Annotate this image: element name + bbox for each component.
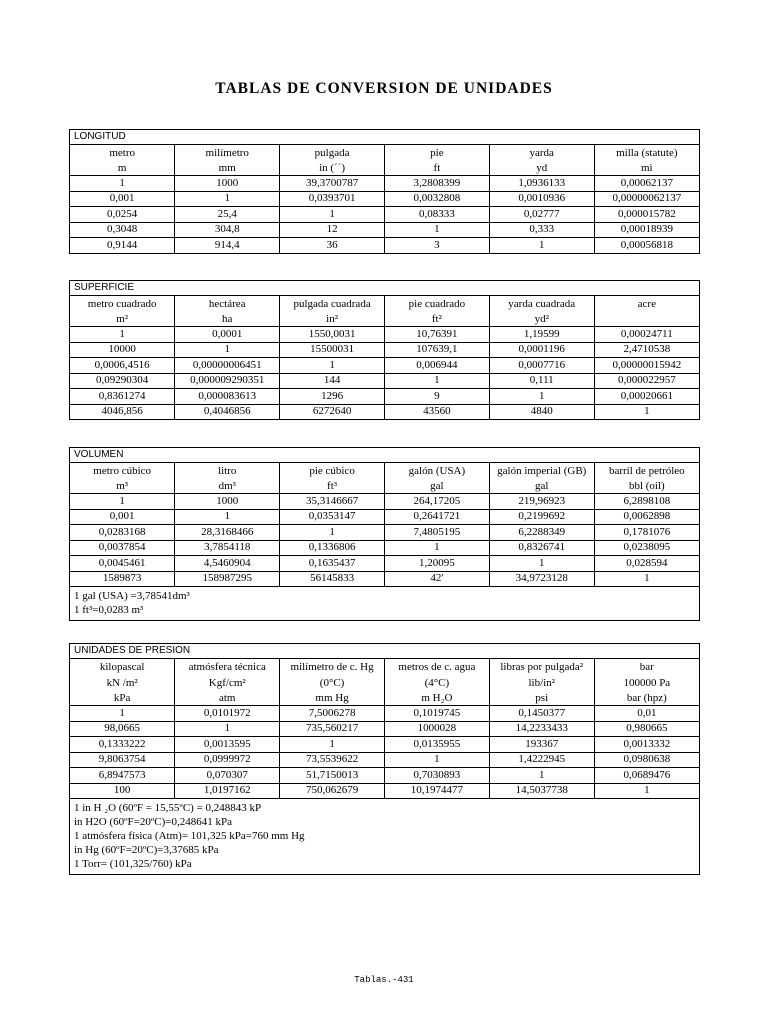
table-cell: 1 xyxy=(175,191,280,207)
table-cell: 107639,1 xyxy=(384,342,489,358)
header-row xyxy=(70,145,699,161)
presion-table xyxy=(69,643,700,875)
column-header: 100000 Pa xyxy=(623,676,671,689)
table-cell: 1 xyxy=(384,373,489,389)
header-row xyxy=(70,479,699,494)
table-row xyxy=(70,358,699,374)
table-row xyxy=(70,191,699,207)
table-cell: 304,8 xyxy=(175,222,280,238)
table-row xyxy=(70,207,699,223)
column-header: metro cuadrado xyxy=(70,296,175,312)
table-cell: 0,1450377 xyxy=(489,706,594,722)
table-cell: 1589873 xyxy=(70,571,175,586)
table-cell: 28,3168466 xyxy=(175,525,280,541)
table-cell: 0,8326741 xyxy=(489,540,594,556)
conversion-table xyxy=(70,463,699,586)
table-cell: 42' xyxy=(384,571,489,586)
table-row xyxy=(70,571,699,586)
table-cell: 0,0393701 xyxy=(280,191,385,207)
table-row xyxy=(70,404,699,419)
table-cell: 1 xyxy=(70,327,175,343)
column-header: ft xyxy=(384,161,489,176)
column-header: mm xyxy=(175,161,280,176)
table-cell: 1 xyxy=(489,556,594,572)
table-cell: 0,2641721 xyxy=(384,509,489,525)
column-header: galón imperial (GB) xyxy=(489,463,594,479)
table-cell: 0,8361274 xyxy=(70,389,175,405)
table-cell: 3 xyxy=(384,238,489,253)
superficie-table xyxy=(69,280,700,420)
table-cell: 1 xyxy=(280,737,385,753)
table-cell: 0,0238095 xyxy=(594,540,699,556)
table-cell: 1,4222945 xyxy=(489,752,594,768)
column-header: milímetro xyxy=(175,145,280,161)
column-header: lib/in² xyxy=(489,675,594,691)
table-row xyxy=(70,494,699,510)
column-header: hectárea xyxy=(175,296,280,312)
column-header: pulgada cuadrada xyxy=(280,296,385,312)
column-header: m H₂O xyxy=(384,691,489,706)
table-cell: 219,96923 xyxy=(489,494,594,510)
column-header: m² xyxy=(70,312,175,327)
table-cell: 0,00024711 xyxy=(594,327,699,343)
table-cell: 0,0037854 xyxy=(70,540,175,556)
table-cell: 158987295 xyxy=(175,571,280,586)
table-cell: 1 xyxy=(175,721,280,737)
table-cell: 1296 xyxy=(280,389,385,405)
table-cell: 1,20095 xyxy=(384,556,489,572)
table-cell: 1 xyxy=(644,405,650,418)
table-cell: 34,9723128 xyxy=(489,571,594,586)
table-cell: 0,00000062137 xyxy=(594,191,699,207)
conversion-table xyxy=(70,145,699,253)
column-header: ft³ xyxy=(280,479,385,494)
table-cell: 9 xyxy=(384,389,489,405)
table-cell: 0,2199692 xyxy=(489,509,594,525)
table-cell: 0,0010936 xyxy=(489,191,594,207)
table-cell: 0,070307 xyxy=(175,768,280,784)
column-header: bar xyxy=(639,660,654,673)
table-cell: 73,5539622 xyxy=(280,752,385,768)
section-label: LONGITUD xyxy=(70,130,699,145)
table-cell: 1,0197162 xyxy=(175,783,280,798)
table-cell: 0,1019745 xyxy=(384,706,489,722)
header-row xyxy=(70,296,699,312)
longitud-table xyxy=(69,129,700,254)
column-header: galón (USA) xyxy=(384,463,489,479)
column-header: metro cúbico xyxy=(70,463,175,479)
table-cell: 0,1635437 xyxy=(280,556,385,572)
table-row xyxy=(70,389,699,405)
table-cell: 51,7150013 xyxy=(280,768,385,784)
note-line: 1 atmósfera física (Atm)= 101,325 kPa=760 mm Hg xyxy=(74,830,305,842)
column-header: litro xyxy=(175,463,280,479)
table-row xyxy=(70,540,699,556)
table-cell: 0,3048 xyxy=(70,222,175,238)
table-cell: 10,76391 xyxy=(384,327,489,343)
volumen-table xyxy=(69,447,700,621)
table-cell: 98,0665 xyxy=(70,721,175,737)
column-header: m xyxy=(70,161,175,176)
table-cell: 0,00056818 xyxy=(620,238,673,251)
table-cell: 0,001 xyxy=(70,509,175,525)
table-row xyxy=(70,721,699,737)
column-header: atmósfera técnica xyxy=(175,659,280,675)
table-row xyxy=(70,525,699,541)
table-cell: 264,17205 xyxy=(384,494,489,510)
table-cell: 1 xyxy=(175,342,280,358)
table-cell: 1 xyxy=(384,752,489,768)
column-header: pie cuadrado xyxy=(384,296,489,312)
column-header: (4°C) xyxy=(384,675,489,691)
conversion-table xyxy=(70,659,699,798)
header-row xyxy=(70,161,699,176)
table-cell: 0,0999972 xyxy=(175,752,280,768)
table-cell: 0,1336806 xyxy=(280,540,385,556)
table-row xyxy=(70,509,699,525)
note-line: 1 ft³=0,0283 m³ xyxy=(74,604,144,616)
table-cell: 4046,856 xyxy=(70,404,175,419)
table-cell: 0,0062898 xyxy=(594,509,699,525)
table-cell: 0,0045461 xyxy=(70,556,175,572)
table-cell: 0,00062137 xyxy=(594,176,699,192)
notes xyxy=(70,798,699,874)
column-header: acre xyxy=(637,297,656,310)
table-cell: 0,000015782 xyxy=(594,207,699,223)
table-cell: 0,02777 xyxy=(489,207,594,223)
table-cell: 7,4805195 xyxy=(384,525,489,541)
column-header: bbl (oil) xyxy=(594,479,699,494)
column-header: bar (hpz) xyxy=(594,691,699,706)
table-cell: 0,0689476 xyxy=(594,768,699,784)
table-cell: 0,0032808 xyxy=(384,191,489,207)
table-cell: 10,1974477 xyxy=(384,783,489,798)
table-cell: 36 xyxy=(280,238,385,253)
column-header: metros de c. agua xyxy=(384,659,489,675)
column-header: mi xyxy=(594,161,699,176)
table-cell: 1 xyxy=(384,540,489,556)
header-row xyxy=(70,463,699,479)
table-cell: 100 xyxy=(70,783,175,798)
column-header: m³ xyxy=(70,479,175,494)
table-cell: 1 xyxy=(70,176,175,192)
note-line: 1 Torr= (101,325/760) kPa xyxy=(74,858,192,870)
column-header: pie xyxy=(384,145,489,161)
table-cell: 0,4046856 xyxy=(175,404,280,419)
column-header: atm xyxy=(175,691,280,706)
table-cell: 0,111 xyxy=(489,373,594,389)
table-cell: 0,0353147 xyxy=(280,509,385,525)
notes xyxy=(70,586,699,620)
column-header: kPa xyxy=(70,691,175,706)
table-cell: 56145833 xyxy=(280,571,385,586)
table-cell: 3,2808399 xyxy=(384,176,489,192)
column-header: in (´´) xyxy=(280,161,385,176)
note-line: in H2O (60ºF=20ºC)=0,248641 kPa xyxy=(74,816,232,828)
table-cell: 1 xyxy=(280,525,385,541)
column-header: gal xyxy=(489,479,594,494)
table-cell: 193367 xyxy=(489,737,594,753)
column-header: pie cúbico xyxy=(280,463,385,479)
column-header: milla (statute) xyxy=(616,146,678,159)
column-header: Kgf/cm² xyxy=(175,675,280,691)
table-cell: 0,000083613 xyxy=(175,389,280,405)
table-row xyxy=(70,783,699,798)
column-header: ha xyxy=(175,312,280,327)
table-cell: 6,2288349 xyxy=(489,525,594,541)
table-row xyxy=(70,222,699,238)
note-line: 1 in H ₂O (60ºF = 15,55ºC) = 0,248843 kP xyxy=(74,802,262,814)
section-label: VOLUMEN xyxy=(70,448,699,463)
table-cell: 0,0980638 xyxy=(594,752,699,768)
table-row xyxy=(70,737,699,753)
section-label: SUPERFICIE xyxy=(70,281,699,296)
table-cell: 0,08333 xyxy=(384,207,489,223)
column-header: dm³ xyxy=(175,479,280,494)
table-row xyxy=(70,373,699,389)
table-cell: 6,8947573 xyxy=(70,768,175,784)
column-header xyxy=(594,312,699,327)
table-cell: 0,000009290351 xyxy=(175,373,280,389)
table-cell: 1 xyxy=(384,222,489,238)
conversion-table xyxy=(70,296,699,419)
table-cell: 0,0254 xyxy=(70,207,175,223)
table-cell: 6,2898108 xyxy=(594,494,699,510)
table-cell: 12 xyxy=(280,222,385,238)
table-cell: 1550,0031 xyxy=(280,327,385,343)
column-header: yarda xyxy=(489,145,594,161)
column-header: yd² xyxy=(489,312,594,327)
table-cell: 1 xyxy=(280,207,385,223)
table-cell: 1,19599 xyxy=(489,327,594,343)
header-row xyxy=(70,312,699,327)
column-header: pulgada xyxy=(280,145,385,161)
table-cell: 3,7854118 xyxy=(175,540,280,556)
column-header: yd xyxy=(489,161,594,176)
header-row xyxy=(70,675,699,691)
table-cell: 14,5037738 xyxy=(489,783,594,798)
note-line: in Hg (60ºF=20ºC)=3,37685 kPa xyxy=(74,844,219,856)
table-cell: 1000 xyxy=(175,176,280,192)
table-cell: 0,028594 xyxy=(594,556,699,572)
header-row xyxy=(70,691,699,706)
table-cell: 0,980665 xyxy=(594,721,699,737)
table-cell: 735,560217 xyxy=(280,721,385,737)
table-cell: 1 xyxy=(175,509,280,525)
table-cell: 0,0007716 xyxy=(489,358,594,374)
table-cell: 25,4 xyxy=(175,207,280,223)
table-cell: 1,0936133 xyxy=(489,176,594,192)
table-row xyxy=(70,176,699,192)
table-row xyxy=(70,556,699,572)
table-cell: 1 xyxy=(280,358,385,374)
table-cell: 1 xyxy=(644,784,650,797)
column-header: (0°C) xyxy=(280,675,385,691)
table-row xyxy=(70,768,699,784)
table-cell: 0,0013332 xyxy=(594,737,699,753)
table-cell: 914,4 xyxy=(175,238,280,253)
table-cell: 0,00000006451 xyxy=(175,358,280,374)
table-cell: 0,001 xyxy=(70,191,175,207)
column-header: kN /m² xyxy=(70,675,175,691)
column-header: metro xyxy=(70,145,175,161)
table-cell: 2,4710538 xyxy=(594,342,699,358)
column-header: gal xyxy=(384,479,489,494)
table-cell: 1 xyxy=(489,238,594,253)
table-cell: 1000 xyxy=(175,494,280,510)
table-cell: 750,062679 xyxy=(280,783,385,798)
table-cell: 7,5006278 xyxy=(280,706,385,722)
table-row xyxy=(70,706,699,722)
table-cell: 0,0001196 xyxy=(489,342,594,358)
table-cell: 0,0135955 xyxy=(384,737,489,753)
column-header: barril de petróleo xyxy=(608,464,685,477)
column-header: in² xyxy=(280,312,385,327)
column-header: yarda cuadrada xyxy=(489,296,594,312)
page-footer: Tablas.-431 xyxy=(354,975,414,985)
table-cell: 10000 xyxy=(70,342,175,358)
table-cell: 1 xyxy=(489,389,594,405)
table-cell: 9,8063754 xyxy=(70,752,175,768)
table-row xyxy=(70,327,699,343)
table-cell: 1 xyxy=(489,768,594,784)
table-row xyxy=(70,342,699,358)
table-cell: 43560 xyxy=(384,404,489,419)
table-cell: 39,3700787 xyxy=(280,176,385,192)
table-cell: 4,5460904 xyxy=(175,556,280,572)
table-cell: 15500031 xyxy=(280,342,385,358)
table-cell: 144 xyxy=(280,373,385,389)
table-cell: 0,09290304 xyxy=(70,373,175,389)
table-cell: 4840 xyxy=(489,404,594,419)
note-line: 1 gal (USA) =3,78541dm³ xyxy=(74,590,190,602)
table-cell: 0,006944 xyxy=(384,358,489,374)
table-cell: 1 xyxy=(644,572,650,585)
table-cell: 0,333 xyxy=(489,222,594,238)
table-cell: 0,1781076 xyxy=(594,525,699,541)
table-cell: 0,000022957 xyxy=(594,373,699,389)
column-header: milímetro de c. Hg xyxy=(280,659,385,675)
table-cell: 0,00000015942 xyxy=(594,358,699,374)
column-header: ft² xyxy=(384,312,489,327)
table-cell: 1 xyxy=(70,706,175,722)
table-cell: 0,00020661 xyxy=(594,389,699,405)
table-cell: 35,3146667 xyxy=(280,494,385,510)
column-header: mm Hg xyxy=(280,691,385,706)
section-label: UNIDADES DE PRESION xyxy=(70,644,699,659)
table-cell: 0,7030893 xyxy=(384,768,489,784)
table-cell: 1000028 xyxy=(384,721,489,737)
table-cell: 0,0101972 xyxy=(175,706,280,722)
table-cell: 0,00018939 xyxy=(594,222,699,238)
table-cell: 0,0283168 xyxy=(70,525,175,541)
table-row xyxy=(70,752,699,768)
table-cell: 0,1333222 xyxy=(70,737,175,753)
table-cell: 0,0001 xyxy=(175,327,280,343)
table-cell: 0,0006,4516 xyxy=(70,358,175,374)
table-cell: 14,2233433 xyxy=(489,721,594,737)
table-cell: 0,9144 xyxy=(70,238,175,253)
column-header: libras por pulgada² xyxy=(489,659,594,675)
table-cell: 6272640 xyxy=(280,404,385,419)
table-cell: 1 xyxy=(70,494,175,510)
table-cell: 0,01 xyxy=(594,706,699,722)
column-header: psi xyxy=(489,691,594,706)
header-row xyxy=(70,659,699,675)
column-header: kilopascal xyxy=(70,659,175,675)
page-title: TABLAS DE CONVERSION DE UNIDADES xyxy=(215,80,553,97)
table-cell: 0,0013595 xyxy=(175,737,280,753)
table-row xyxy=(70,238,699,253)
